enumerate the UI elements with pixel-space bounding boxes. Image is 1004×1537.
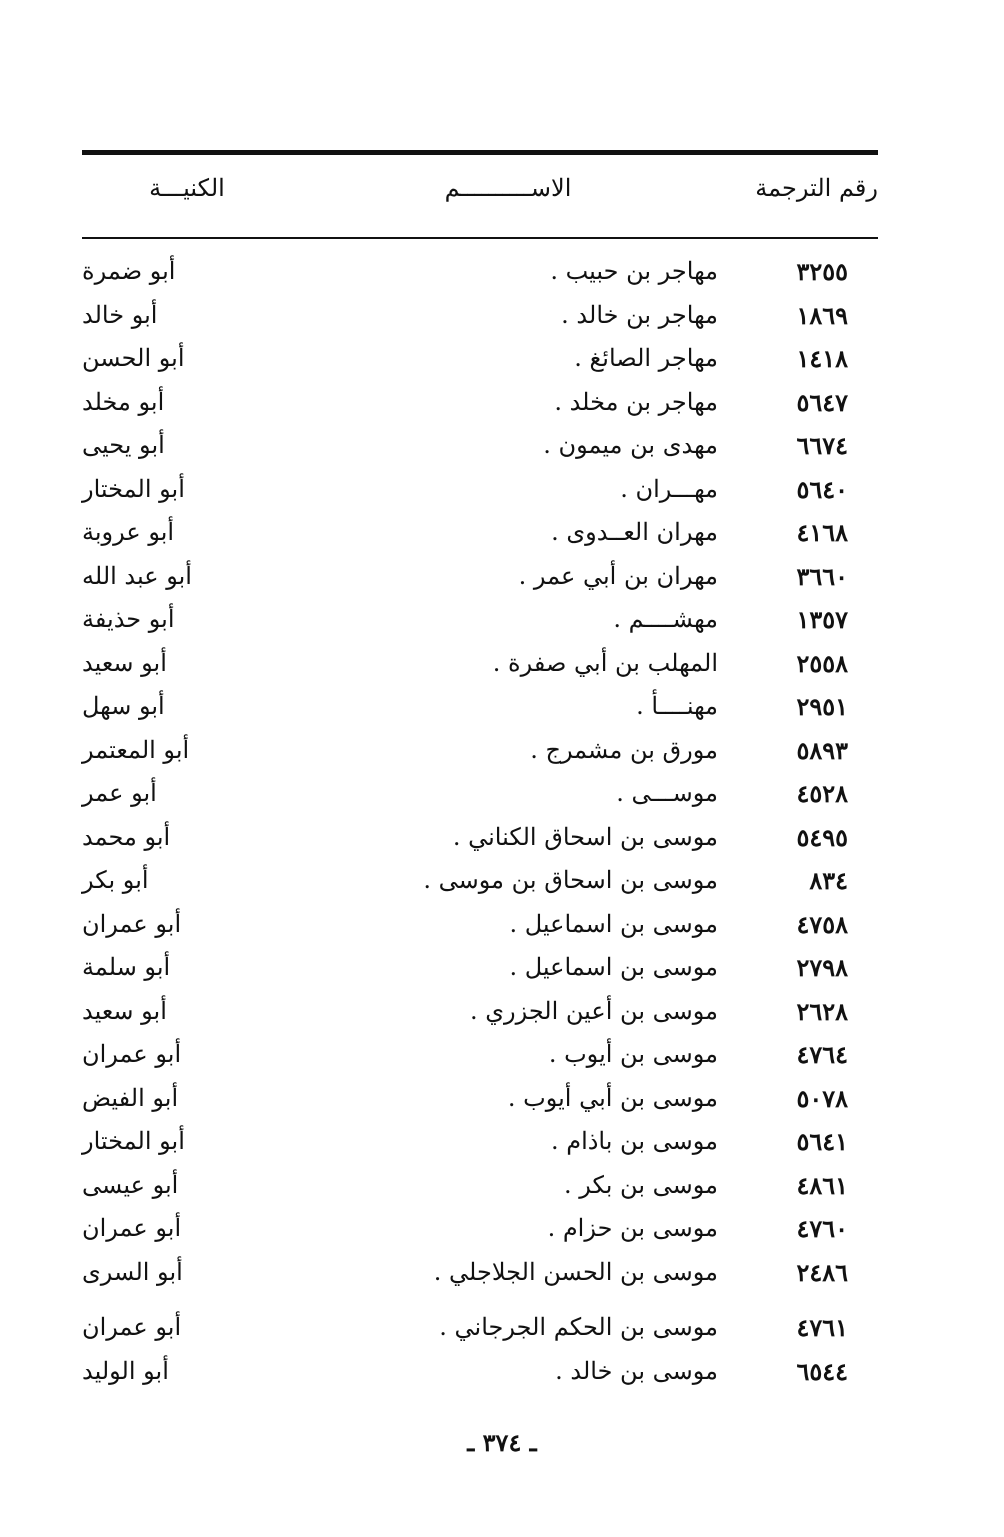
kunya: أبو عمران [82, 1214, 182, 1242]
table-row [82, 1207, 878, 1251]
translation-number: ٢٩٥١ [796, 692, 848, 721]
translation-number: ٤٨٦١ [796, 1170, 848, 1200]
person-name: موسى بن اسماعيل . [509, 909, 718, 938]
table-row [82, 685, 878, 729]
kunya: أبو المختار [82, 474, 185, 503]
table-row [82, 772, 878, 816]
translation-number: ١٤١٨ [796, 344, 848, 373]
translation-number: ٤٧٦٠ [796, 1214, 848, 1243]
kunya: أبو الوليد [82, 1356, 169, 1385]
page-number: ـ ٣٧٤ ـ [467, 1428, 537, 1457]
header-kunya: الكنيـــة [149, 174, 225, 202]
person-name: مهاجر بن خالد . [561, 300, 718, 329]
header-bottom-rule [82, 237, 878, 239]
person-name: مهنــــأ . [636, 692, 718, 720]
translation-number: ٤١٦٨ [796, 518, 848, 547]
table-row [82, 555, 878, 599]
kunya: أبو المختار [82, 1127, 185, 1155]
translation-number: ٣٢٥٥ [796, 257, 848, 286]
person-name: مورق بن مشمرج . [530, 735, 718, 764]
kunya: أبو عمران [82, 909, 182, 938]
table-row [82, 729, 878, 773]
table-row [82, 598, 878, 642]
translation-number: ٤٥٢٨ [796, 779, 848, 808]
header-top-rule [82, 150, 878, 155]
translation-number: ٥٦٤١ [796, 1127, 848, 1156]
table-row [82, 1251, 878, 1295]
person-name: موسى بن الحكم الجرجاني . [439, 1313, 718, 1341]
person-name: موسى بن أعين الجزري . [469, 996, 718, 1025]
translation-number: ٣٦٦٠ [796, 561, 848, 591]
person-name: موسى بن اسماعيل . [509, 953, 718, 981]
kunya: أبو عمران [82, 1040, 182, 1068]
table-row [82, 642, 878, 686]
kunya: أبو مخلد [82, 387, 165, 416]
person-name: موسى بن اسحاق الكناني . [452, 822, 718, 851]
kunya: أبو سعيد [82, 648, 167, 677]
kunya: أبو عمران [82, 1313, 182, 1341]
table-row [82, 1350, 878, 1394]
person-name: مهدى بن ميمون . [543, 431, 718, 459]
translation-number: ٦٥٤٤ [796, 1356, 848, 1386]
kunya: أبو عروبة [82, 518, 175, 546]
table-row [82, 816, 878, 860]
person-name: موسى بن حزام . [547, 1214, 718, 1242]
kunya: أبو خالد [82, 300, 158, 329]
person-name: موسى بن أبي أيوب . [507, 1083, 718, 1112]
kunya: أبو يحيى [82, 431, 165, 459]
translation-number: ٥٠٧٨ [796, 1083, 848, 1113]
table-row [82, 1033, 878, 1077]
translation-number: ٢٤٨٦ [796, 1257, 848, 1287]
kunya: أبو عبد الله [82, 561, 192, 590]
table-row [82, 990, 878, 1034]
kunya: أبو سلمة [82, 953, 171, 981]
kunya: أبو السرى [82, 1257, 183, 1286]
person-name: مهاجر بن مخلد . [554, 387, 718, 416]
kunya: أبو المعتمر [82, 735, 190, 764]
table-row [82, 381, 878, 425]
translation-number: ١٣٥٧ [796, 605, 848, 634]
person-name: مهـــران . [620, 474, 718, 503]
translation-number: ٥٨٩٣ [796, 735, 848, 765]
table-row [82, 468, 878, 512]
kunya: أبو الحسن [82, 344, 185, 372]
person-name: موسى بن بكر . [563, 1170, 718, 1199]
translation-number: ٢٥٥٨ [796, 648, 848, 678]
table-row [82, 250, 878, 294]
header-name: الاســــــــــم [444, 174, 572, 202]
translation-number: ٥٦٤٠ [796, 474, 848, 504]
kunya: أبو حذيفة [82, 605, 175, 633]
translation-number: ٨٣٤ [809, 866, 848, 895]
kunya: أبو عيسى [82, 1170, 179, 1199]
kunya: أبو سعيد [82, 996, 167, 1025]
table-row [82, 424, 878, 468]
table-row [82, 859, 878, 903]
table-body [82, 250, 878, 1393]
translation-number: ٢٦٢٨ [796, 996, 848, 1026]
header-translation-number: رقم الترجمة [755, 174, 878, 202]
table-row [82, 1120, 878, 1164]
table-row [82, 1306, 878, 1350]
table-row [82, 337, 878, 381]
kunya: أبو محمد [82, 822, 171, 851]
person-name: موسى بن اسحاق بن موسى . [423, 866, 718, 894]
translation-number: ٤٧٥٨ [796, 909, 848, 939]
person-name: مهشــــم . [613, 605, 718, 633]
table-header [82, 168, 878, 208]
person-name: مهاجر بن حبيب . [550, 257, 718, 285]
table-row [82, 1077, 878, 1121]
person-name: مهران العــدوى . [551, 518, 718, 546]
person-name: مهران بن أبي عمر . [518, 561, 718, 590]
translation-number: ٥٦٤٧ [796, 387, 848, 417]
translation-number: ٤٧٦٤ [796, 1040, 848, 1069]
table-row [82, 946, 878, 990]
table-row [82, 294, 878, 338]
person-name: موسى بن الحسن الجلاجلي . [433, 1257, 718, 1286]
table-row [82, 1164, 878, 1208]
person-name: المهلب بن أبي صفرة . [492, 648, 718, 677]
person-name: موسى بن أيوب . [548, 1040, 718, 1068]
kunya: أبو بكر [82, 866, 149, 894]
person-name: موسى بن خالد . [555, 1356, 718, 1385]
kunya: أبو ضمرة [82, 257, 176, 285]
translation-number: ٢٧٩٨ [796, 953, 848, 982]
kunya: أبو الفيض [82, 1083, 179, 1112]
person-name: مهاجر الصائغ . [574, 344, 718, 372]
table-row [82, 903, 878, 947]
person-name: موســـى . [616, 779, 718, 807]
kunya: أبو سهل [82, 692, 165, 720]
translation-number: ٦٦٧٤ [796, 431, 848, 460]
person-name: موسى بن باذام . [550, 1127, 718, 1155]
table-row [82, 511, 878, 555]
kunya: أبو عمر [82, 779, 157, 807]
translation-number: ٥٤٩٥ [796, 822, 848, 852]
translation-number: ٤٧٦١ [796, 1313, 848, 1342]
translation-number: ١٨٦٩ [796, 300, 848, 330]
